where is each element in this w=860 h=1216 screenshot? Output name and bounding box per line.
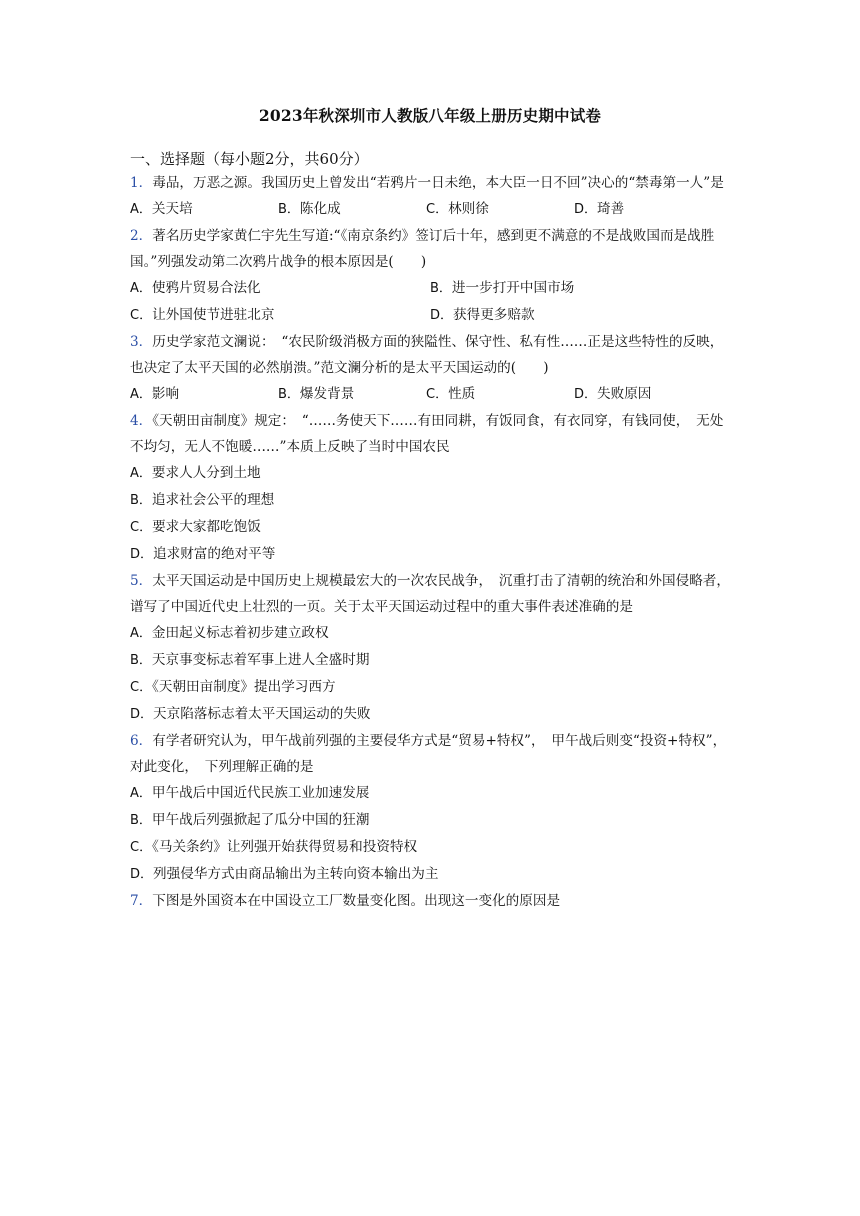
question-number: 1． [130,175,153,191]
option-d: D．追求财富的绝对平等 [130,546,276,562]
question-number: 5． [130,573,153,589]
option-d: D．天京陷落标志着太平天国运动的失败 [130,706,371,722]
question-text: 毒品，万恶之源。我国历史上曾发出“若鸦片一日未绝，本大臣一日不回”决心的“禁毒第一人”是 [152,175,724,191]
options-row [130,302,734,329]
question-6 [130,728,734,888]
option-b: B．天京事变标志着军事上进人全盛时期 [130,652,370,668]
option-b: B．甲午战后列强掀起了瓜分中国的狂潮 [130,812,370,828]
question-number: 2． [130,228,153,244]
option-a: A．甲午战后中国近代民族工业加速发展 [130,785,370,801]
option-d: D．列强侵华方式由商品输出为主转向资本输出为主 [130,866,439,882]
option-c: C．性质 [426,386,476,402]
option-a: A．金田起义标志着初步建立政权 [130,625,329,641]
option-c: C．林则徐 [426,201,489,217]
option-a: A．要求人人分到土地 [130,465,261,481]
option-a: A．影响 [130,386,180,402]
question-text: 有学者研究认为，甲午战前列强的主要侵华方式是“贸易+特权”， 甲午战后则变“投资+特权”， 对此变化， 下列理解正确的是 [130,733,733,775]
options-row [130,275,734,302]
section-heading: 一、选择题（每小题2分，共60分） [130,150,369,168]
question-number: 3． [130,334,153,350]
exam-title: 2023年秋深圳市人教版八年级上册历史期中试卷 [258,106,602,125]
question-5 [130,568,734,728]
option-b: B．进一步打开中国市场 [430,280,575,296]
option-c: C．《马关条约》让列强开始获得贸易和投资特权 [130,839,418,855]
option-b: B．爆发背景 [278,386,355,402]
option-a: A．关天培 [130,201,193,217]
question-1 [130,170,734,223]
option-a: A．使鸦片贸易合法化 [130,280,261,296]
question-list [130,170,734,914]
options-row [130,381,734,408]
question-text: 著名历史学家黄仁宇先生写道:“《南京条约》签订后十年，感到更不满意的不是战败国而是战胜国。”列强发动第二次鸦片战争的根本原因是( ) [130,228,715,270]
option-d: D．失败原因 [574,386,652,402]
option-d: D．琦善 [574,201,625,217]
question-text: 太平天国运动是中国历史上规模最宏大的一次农民战争， 沉重打击了清朝的统治和外国侵略者，谱写了中国近代史上壮烈的一页。关于太平天国运动过程中的重大事件表述准确的是 [130,573,730,615]
question-text: 《天朝田亩制度》规定： “……务使天下……有田同耕，有饭同食，有衣同穿，有钱同使， 无处不均匀，无人不饱暖……”本质上反映了当时中国农民 [130,413,724,455]
question-7 [130,888,734,914]
question-text: 历史学家范文澜说： “农民阶级消极方面的狭隘性、保守性、私有性……正是这些特性的反映，也决定了太平天国的必然崩溃。”范文澜分析的是太平天国运动的( ) [130,334,724,376]
question-4 [130,408,734,568]
option-b: B．追求社会公平的理想 [130,492,275,508]
question-3 [130,329,734,408]
option-c: C．要求大家都吃饱饭 [130,519,261,535]
option-c: C．《天朝田亩制度》提出学习西方 [130,679,336,695]
option-d: D．获得更多赔款 [430,307,535,323]
question-text: 下图是外国资本在中国设立工厂数量变化图。出现这一变化的原因是 [152,893,561,909]
question-number: 6． [130,733,153,749]
question-number: 7． [130,893,153,909]
question-2 [130,223,734,329]
options-row [130,196,734,223]
option-b: B．陈化成 [278,201,341,217]
option-c: C．让外国使节进驻北京 [130,307,275,323]
question-number: 4． [130,413,153,429]
